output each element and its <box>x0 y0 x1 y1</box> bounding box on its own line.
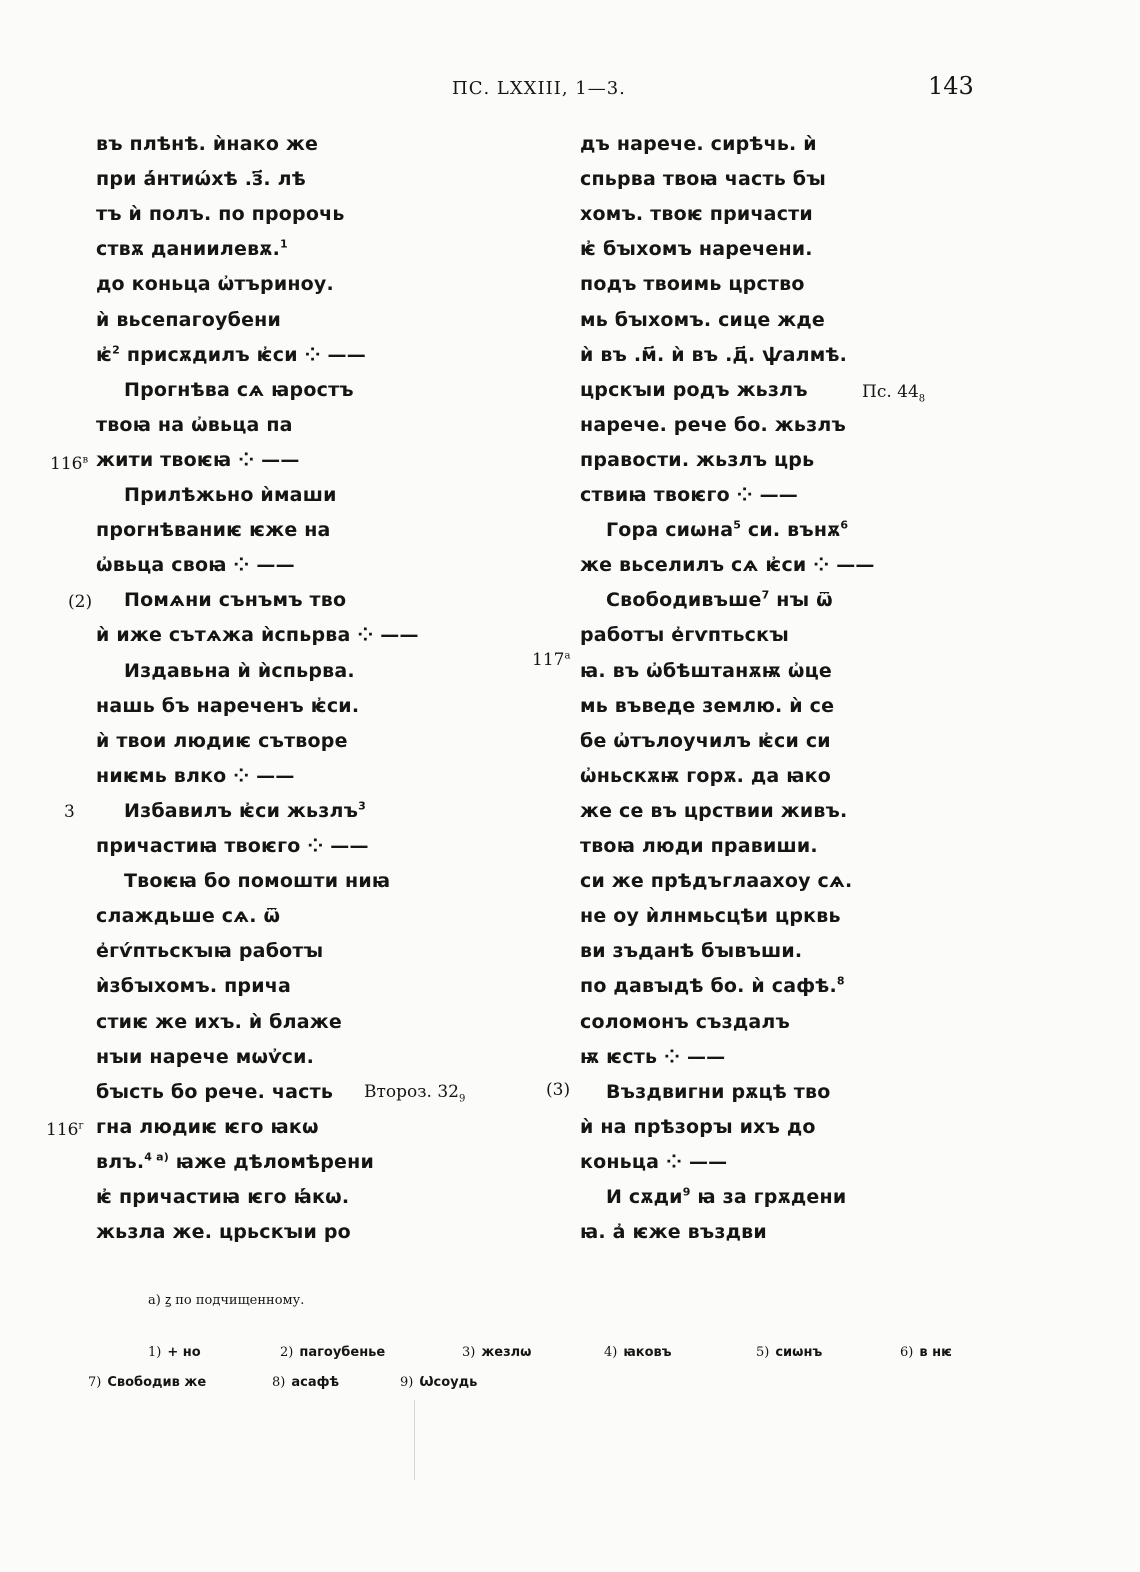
right-column-line: правости. жьзлъ црь <box>580 448 815 471</box>
running-title: ПС. LXXIII, 1—3. <box>452 78 626 99</box>
left-column-line: слаждьше сѧ. ѿ <box>96 905 281 928</box>
page-number: 143 <box>928 72 974 100</box>
right-column-line: хомъ. твоѥ причасти <box>580 203 813 226</box>
variant-reading: 2) пагоубенье <box>280 1345 386 1360</box>
variant-reading: 7) Свободив же <box>88 1375 207 1390</box>
right-column-line: Гора сиѡна$^5$ си. вънѫ$^6$ <box>606 518 849 542</box>
right-column-line: же вьселилъ сѧ ѥ҆си ⁘ —— <box>580 554 875 577</box>
right-column-line: спьрва твоꙗ часть бꙑ <box>580 168 826 191</box>
right-column-line: твоꙗ люди правиши. <box>580 835 818 857</box>
left-column-line: ѥ҆ причастиꙗ ѥго ꙗ҆́кѡ. <box>96 1186 350 1208</box>
variant-reading: 4) ꙗковъ <box>604 1345 672 1360</box>
left-column-line: ствѫ даниилевѫ.$^1$ <box>96 237 288 261</box>
page-header <box>0 72 1140 102</box>
left-column-line: Твоѥꙗ бо помошти ниꙗ <box>124 870 391 893</box>
right-column-line: ѝ въ .м҃. ѝ въ .д҃. ѱалмѣ. <box>580 343 848 366</box>
right-column-line: ѝ на прѣзорꙑ ихъ до <box>580 1115 816 1138</box>
footnote-a: а) ꙁ по подчищенному. <box>148 1293 305 1308</box>
left-column-line: е҆гѵ́птьскꙑꙗ работꙑ <box>96 940 324 963</box>
left-column-line: Издавьна ѝ ѝспьрва. <box>124 659 355 682</box>
scan-artifact-line <box>414 1400 415 1480</box>
left-column-line: Прогнѣва сѧ ꙗростъ <box>124 378 354 401</box>
left-column-line: при а҆́нтиѡ́хѣ .з҃. лѣ <box>96 168 306 191</box>
left-column-line: ѝ иже сътѧжа ѝспьрва ⁘ —— <box>96 624 419 647</box>
variant-reading: 9) Ѡсоудь <box>400 1375 478 1390</box>
right-column-line: ствиꙗ твоѥго ⁘ —— <box>580 484 799 506</box>
left-column-line: ѝ твои людиѥ сътворе <box>96 729 348 752</box>
left-column-line: въ плѣнѣ. ѝнако же <box>96 133 319 155</box>
margin-folio-116v: $116^в$ <box>50 454 89 474</box>
margin-verse-2: (2) <box>68 592 93 612</box>
left-column-line: ѝ вьсепагоубени <box>96 308 282 331</box>
margin-verse-3-right: (3) <box>546 1080 571 1100</box>
variant-reading: 8) асафѣ <box>272 1375 340 1390</box>
left-column-line: ѥ҆$^2$ присѫдилъ ѥ҆си ⁘ —— <box>96 343 366 366</box>
left-column-line: Помѧни сънъмъ тво <box>124 589 347 612</box>
left-column-line: нашь бъ нареченъ ѥ҆си. <box>96 694 360 717</box>
left-column-line: гна людиѥ ѥго ꙗкѡ <box>96 1115 319 1138</box>
left-column-line: Избавилъ ѥ҆си жьзлъ$^3$ <box>124 799 366 822</box>
left-column-line: влъ.$^{4 а)}$ ꙗже дѣломѣрени <box>96 1150 374 1173</box>
left-column-line: причастиꙗ твоѥго ⁘ —— <box>96 835 369 857</box>
right-column-line: ѭ ѥсть ⁘ —— <box>580 1045 726 1068</box>
left-column-line: ѝзбꙑхомъ. прича <box>96 975 291 998</box>
right-column-line: ви зъданѣ бꙑвъши. <box>580 940 803 963</box>
left-column-line: ѡ҆вьца своꙗ ⁘ —— <box>96 554 295 577</box>
left-column-line: ниѥмь влко ⁘ —— <box>96 764 295 787</box>
left-column-line: Прилѣжьно ѝмаши <box>124 484 337 506</box>
right-column-line: по давꙑдѣ бо. ѝ сафѣ.$^8$ <box>580 975 845 998</box>
margin-folio-116g: $116^г$ <box>46 1120 84 1140</box>
variant-reading: 1) + но <box>148 1345 201 1360</box>
right-column-line: коньца ⁘ —— <box>580 1150 728 1173</box>
margin-verse-3: 3 <box>64 802 75 822</box>
right-column-line: мь бꙑхомъ. сице жде <box>580 308 825 331</box>
left-column-line: стиѥ же ихъ. ѝ блаже <box>96 1010 342 1033</box>
right-column-line: нарече. рече бо. жьзлъ <box>580 413 846 436</box>
left-column-line: нꙑи нарече мѡѵ҆си. <box>96 1045 315 1068</box>
right-column-line: соломонъ създалъ <box>580 1010 791 1033</box>
right-column-line: работꙑ е҆гѵптьскꙑ <box>580 624 789 647</box>
left-column-line: бꙑсть бо рече. часть <box>96 1080 334 1103</box>
right-column-line: мь въведе землю. ѝ се <box>580 694 835 717</box>
right-column-line: бе ѡ҆тълоучилъ ѥ҆си си <box>580 729 831 752</box>
left-column-line: жити твоѥꙗ ⁘ —— <box>96 448 300 471</box>
right-column-line: не оу ѝлнмьсцѣи црквь <box>580 905 841 928</box>
right-column-line: И сѫди$^9$ ꙗ за грѫдени <box>606 1185 847 1208</box>
right-column-line: ѥ҆ бꙑхомъ наречени. <box>580 238 813 261</box>
margin-folio-117a: $117^а$ <box>532 650 571 670</box>
margin-ref-psalm: Пс. $44_8$ <box>862 382 926 405</box>
right-column-line: же се въ црствии живъ. <box>580 799 848 822</box>
right-column-line: Свободивъше$^7$ нꙑ ѿ <box>606 588 833 612</box>
right-column-line: дъ нарече. сирѣчь. ѝ <box>580 133 817 155</box>
left-column-line: прогнѣваниѥ ѥже на <box>96 519 331 542</box>
right-column-line: Въздвигни рѫцѣ твo <box>606 1080 831 1103</box>
left-column-line: жьзла же. црьскꙑи ро <box>96 1221 351 1244</box>
margin-ref-deuteronomy: Второз. $32_9$ <box>364 1082 466 1105</box>
right-column-line: црскꙑи родъ жьзлъ <box>580 378 808 401</box>
right-column-line: ꙗ. въ ѡ҆бѣштанѫѭ ѡ҆це <box>580 659 832 682</box>
left-column-line: твоꙗ на ѡ҆вьца па <box>96 413 293 436</box>
variant-reading: 3) жезлѡ <box>462 1345 532 1360</box>
right-column-line: си же прѣдъглаахоу сѧ. <box>580 870 853 893</box>
variant-reading: 6) в нѥ <box>900 1345 952 1360</box>
right-column-line: подъ твоимь црство <box>580 273 805 296</box>
right-column-line: ꙗ. а҆ ѥже въздви <box>580 1221 767 1244</box>
left-column-line: тъ ѝ полъ. по пророчь <box>96 203 345 226</box>
left-column-line: до коньца ѡ҆търиноу. <box>96 273 334 296</box>
variant-reading: 5) сиѡнъ <box>756 1345 823 1360</box>
right-column-line: ѡ҆ньскѫѭ горѫ. да ꙗко <box>580 764 832 787</box>
